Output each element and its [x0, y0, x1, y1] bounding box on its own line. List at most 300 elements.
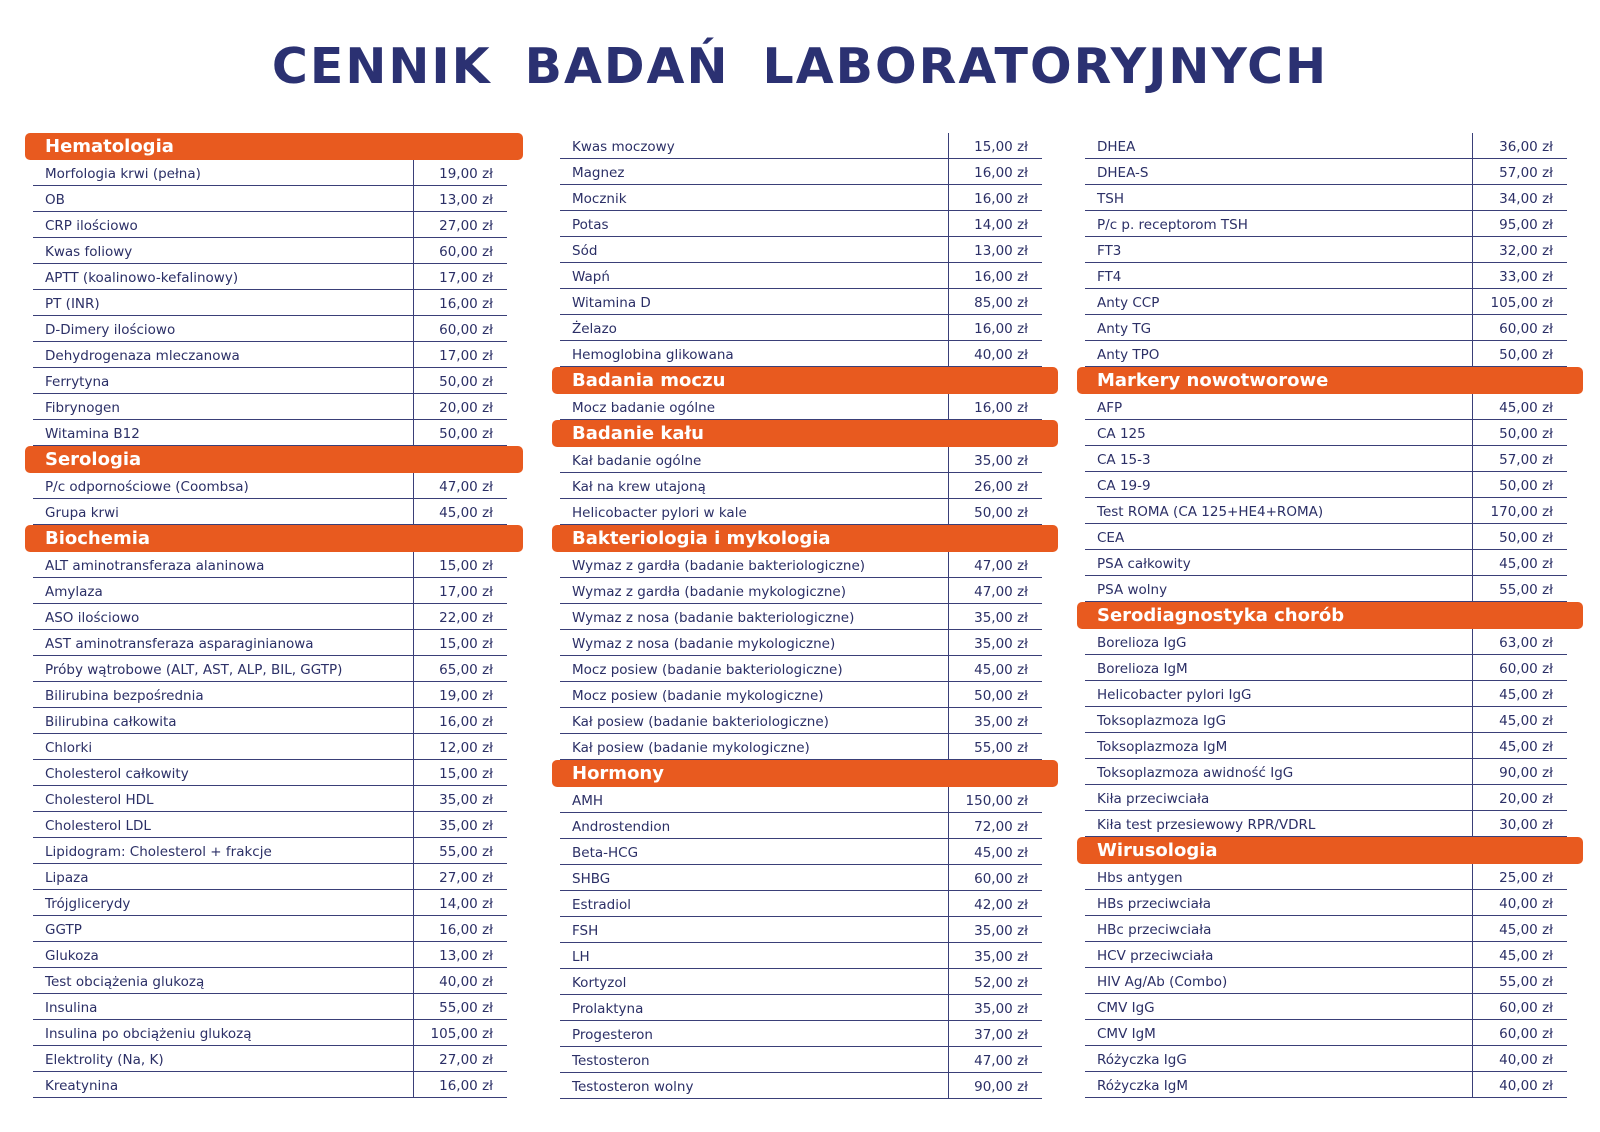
test-price: 50,00 zł	[1499, 478, 1553, 494]
test-price: 57,00 zł	[1499, 165, 1553, 181]
test-price: 55,00 zł	[974, 740, 1028, 756]
test-name: AST aminotransferaza asparaginianowa	[33, 630, 414, 655]
price-row	[1085, 890, 1567, 916]
test-price: 40,00 zł	[1499, 896, 1553, 912]
test-price: 37,00 zł	[974, 1027, 1028, 1043]
price-row	[1085, 263, 1567, 289]
section-header: Badanie kału	[552, 420, 1058, 447]
test-name: Cholesterol całkowity	[33, 760, 414, 785]
test-name: Anty CCP	[1085, 289, 1473, 314]
test-name: Elektrolity (Na, K)	[33, 1046, 414, 1071]
test-price: 45,00 zł	[1499, 687, 1553, 703]
price-row	[1085, 942, 1567, 968]
price-row	[560, 839, 1042, 865]
test-name: Różyczka IgG	[1085, 1046, 1473, 1071]
test-name: APTT (koalinowo-kefalinowy)	[33, 264, 414, 289]
test-name: Wymaz z nosa (badanie bakteriologiczne)	[560, 604, 949, 629]
test-name: Toksoplazmoza awidność IgG	[1085, 759, 1473, 784]
price-row	[1085, 759, 1567, 785]
test-name: Mocznik	[560, 185, 949, 210]
price-row	[33, 864, 507, 890]
test-name: Kał posiew (badanie bakteriologiczne)	[560, 708, 949, 733]
test-name: FT4	[1085, 263, 1473, 288]
section-header: Wirusologia	[1077, 837, 1583, 864]
price-row	[33, 160, 507, 186]
test-name: Amylaza	[33, 578, 414, 603]
test-price: 45,00 zł	[1499, 556, 1553, 572]
price-row	[33, 316, 507, 342]
price-row	[33, 264, 507, 290]
price-row	[1085, 133, 1567, 159]
price-row	[560, 1021, 1042, 1047]
test-name: Anty TG	[1085, 315, 1473, 340]
price-row	[1085, 864, 1567, 890]
price-row	[1085, 681, 1567, 707]
price-row	[1085, 420, 1567, 446]
test-price: 72,00 zł	[974, 819, 1028, 835]
price-row	[560, 604, 1042, 630]
price-row	[1085, 968, 1567, 994]
price-row	[33, 186, 507, 212]
price-row	[1085, 707, 1567, 733]
test-price: 57,00 zł	[1499, 452, 1553, 468]
test-name: Insulina po obciążeniu glukozą	[33, 1020, 414, 1045]
price-row	[560, 185, 1042, 211]
price-row	[560, 1073, 1042, 1099]
test-price: 27,00 zł	[439, 218, 493, 234]
test-name: Mocz posiew (badanie mykologiczne)	[560, 682, 949, 707]
page-title: CENNIK BADAŃ LABORATORYJNYCH	[271, 38, 1329, 95]
price-row	[560, 341, 1042, 367]
test-name: Potas	[560, 211, 949, 236]
test-price: 20,00 zł	[439, 400, 493, 416]
price-row	[560, 237, 1042, 263]
test-price: 42,00 zł	[974, 897, 1028, 913]
test-price: 16,00 zł	[439, 714, 493, 730]
test-name: CRP ilościowo	[33, 212, 414, 237]
test-price: 45,00 zł	[1499, 713, 1553, 729]
test-name: Mocz badanie ogólne	[560, 394, 949, 419]
test-price: 32,00 zł	[1499, 243, 1553, 259]
test-name: CEA	[1085, 524, 1473, 549]
test-price: 13,00 zł	[974, 243, 1028, 259]
test-name: Kwas moczowy	[560, 133, 949, 158]
test-price: 35,00 zł	[439, 818, 493, 834]
test-price: 35,00 zł	[974, 714, 1028, 730]
section-header: Badania moczu	[552, 367, 1058, 394]
test-price: 90,00 zł	[1499, 765, 1553, 781]
test-name: Hbs antygen	[1085, 864, 1473, 889]
test-name: CMV IgM	[1085, 1020, 1473, 1045]
test-price: 50,00 zł	[1499, 426, 1553, 442]
test-name: Mocz posiew (badanie bakteriologiczne)	[560, 656, 949, 681]
test-price: 13,00 zł	[439, 192, 493, 208]
test-price: 55,00 zł	[1499, 974, 1553, 990]
price-row	[33, 473, 507, 499]
test-price: 15,00 zł	[439, 636, 493, 652]
test-name: Dehydrogenaza mleczanowa	[33, 342, 414, 367]
test-name: AFP	[1085, 394, 1473, 419]
price-row	[1085, 341, 1567, 367]
price-row	[33, 682, 507, 708]
test-name: Bilirubina całkowita	[33, 708, 414, 733]
test-price: 16,00 zł	[974, 321, 1028, 337]
test-price: 17,00 zł	[439, 348, 493, 364]
test-name: CMV IgG	[1085, 994, 1473, 1019]
test-name: HIV Ag/Ab (Combo)	[1085, 968, 1473, 993]
test-price: 40,00 zł	[1499, 1052, 1553, 1068]
price-row	[1085, 576, 1567, 602]
test-price: 40,00 zł	[439, 974, 493, 990]
price-row	[1085, 550, 1567, 576]
test-price: 17,00 zł	[439, 270, 493, 286]
test-price: 45,00 zł	[974, 845, 1028, 861]
test-price: 17,00 zł	[439, 584, 493, 600]
test-price: 45,00 zł	[439, 505, 493, 521]
test-name: Trójglicerydy	[33, 890, 414, 915]
test-name: Kał posiew (badanie mykologiczne)	[560, 734, 949, 759]
test-price: 12,00 zł	[439, 740, 493, 756]
test-name: Morfologia krwi (pełna)	[33, 160, 414, 185]
test-name: Glukoza	[33, 942, 414, 967]
test-name: Androstendion	[560, 813, 949, 838]
price-column-2	[552, 133, 1058, 1099]
test-price: 16,00 zł	[974, 165, 1028, 181]
price-row	[33, 552, 507, 578]
test-price: 15,00 zł	[974, 139, 1028, 155]
test-name: Magnez	[560, 159, 949, 184]
test-name: Wymaz z gardła (badanie mykologiczne)	[560, 578, 949, 603]
price-row	[560, 656, 1042, 682]
test-name: Ferrytyna	[33, 368, 414, 393]
test-name: LH	[560, 943, 949, 968]
test-price: 22,00 zł	[439, 610, 493, 626]
test-name: Insulina	[33, 994, 414, 1019]
price-row	[1085, 159, 1567, 185]
price-row	[1085, 289, 1567, 315]
price-row	[33, 838, 507, 864]
price-row	[33, 420, 507, 446]
test-name: Helicobacter pylori IgG	[1085, 681, 1473, 706]
test-name: Cholesterol LDL	[33, 812, 414, 837]
test-price: 36,00 zł	[1499, 139, 1553, 155]
price-row	[1085, 994, 1567, 1020]
price-row	[33, 368, 507, 394]
test-price: 35,00 zł	[974, 949, 1028, 965]
test-price: 65,00 zł	[439, 662, 493, 678]
test-price: 33,00 zł	[1499, 269, 1553, 285]
price-row	[560, 315, 1042, 341]
price-row	[33, 968, 507, 994]
price-row	[560, 787, 1042, 813]
test-price: 14,00 zł	[974, 217, 1028, 233]
section-header: Biochemia	[25, 525, 523, 552]
price-row	[560, 552, 1042, 578]
price-row	[1085, 498, 1567, 524]
section-header: Serologia	[25, 446, 523, 473]
test-price: 60,00 zł	[1499, 321, 1553, 337]
test-name: Sód	[560, 237, 949, 262]
price-row	[560, 394, 1042, 420]
price-row	[560, 159, 1042, 185]
price-row	[33, 499, 507, 525]
price-row	[560, 995, 1042, 1021]
test-price: 60,00 zł	[974, 871, 1028, 887]
test-name: PSA całkowity	[1085, 550, 1473, 575]
price-row	[33, 342, 507, 368]
price-row	[560, 813, 1042, 839]
price-row	[33, 916, 507, 942]
test-price: 34,00 zł	[1499, 191, 1553, 207]
test-name: PSA wolny	[1085, 576, 1473, 601]
test-name: Wapń	[560, 263, 949, 288]
test-price: 26,00 zł	[974, 479, 1028, 495]
price-row	[33, 1046, 507, 1072]
test-name: Witamina B12	[33, 420, 414, 445]
test-price: 16,00 zł	[974, 400, 1028, 416]
price-row	[1085, 733, 1567, 759]
price-row	[560, 682, 1042, 708]
test-price: 35,00 zł	[974, 1001, 1028, 1017]
test-price: 150,00 zł	[965, 793, 1028, 809]
test-name: Anty TPO	[1085, 341, 1473, 366]
price-row	[560, 473, 1042, 499]
price-row	[560, 499, 1042, 525]
price-row	[1085, 655, 1567, 681]
price-row	[1085, 1046, 1567, 1072]
test-name: CA 15-3	[1085, 446, 1473, 471]
test-price: 35,00 zł	[974, 453, 1028, 469]
test-name: D-Dimery ilościowo	[33, 316, 414, 341]
price-row	[33, 760, 507, 786]
test-price: 20,00 zł	[1499, 791, 1553, 807]
test-price: 47,00 zł	[974, 1053, 1028, 1069]
test-name: Beta-HCG	[560, 839, 949, 864]
test-name: Borelioza IgM	[1085, 655, 1473, 680]
test-name: HBs przeciwciała	[1085, 890, 1473, 915]
test-name: Lipidogram: Cholesterol + frakcje	[33, 838, 414, 863]
test-price: 45,00 zł	[1499, 739, 1553, 755]
test-price: 47,00 zł	[974, 558, 1028, 574]
test-name: P/c p. receptorom TSH	[1085, 211, 1473, 236]
test-name: Bilirubina bezpośrednia	[33, 682, 414, 707]
test-price: 50,00 zł	[974, 505, 1028, 521]
test-price: 170,00 zł	[1490, 504, 1553, 520]
test-price: 13,00 zł	[439, 948, 493, 964]
test-name: CA 125	[1085, 420, 1473, 445]
test-name: FT3	[1085, 237, 1473, 262]
test-price: 45,00 zł	[1499, 922, 1553, 938]
price-row	[1085, 916, 1567, 942]
test-name: Kał badanie ogólne	[560, 447, 949, 472]
test-price: 85,00 zł	[974, 295, 1028, 311]
section-header: Markery nowotworowe	[1077, 367, 1583, 394]
price-row	[560, 263, 1042, 289]
test-name: Wymaz z nosa (badanie mykologiczne)	[560, 630, 949, 655]
test-price: 19,00 zł	[439, 688, 493, 704]
price-row	[1085, 394, 1567, 420]
test-name: DHEA-S	[1085, 159, 1473, 184]
section-header: Hematologia	[25, 133, 523, 160]
test-price: 30,00 zł	[1499, 817, 1553, 833]
price-row	[560, 133, 1042, 159]
test-price: 40,00 zł	[974, 347, 1028, 363]
test-name: Różyczka IgM	[1085, 1072, 1473, 1097]
test-name: Test ROMA (CA 125+HE4+ROMA)	[1085, 498, 1473, 523]
test-price: 105,00 zł	[1490, 295, 1553, 311]
test-price: 35,00 zł	[974, 636, 1028, 652]
test-name: Testosteron wolny	[560, 1073, 949, 1098]
test-name: Toksoplazmoza IgM	[1085, 733, 1473, 758]
price-row	[1085, 185, 1567, 211]
price-row	[560, 969, 1042, 995]
price-row	[1085, 524, 1567, 550]
price-column-1	[25, 133, 523, 1098]
test-price: 60,00 zł	[439, 244, 493, 260]
test-name: Kortyzol	[560, 969, 949, 994]
test-name: Witamina D	[560, 289, 949, 314]
section-header: Bakteriologia i mykologia	[552, 525, 1058, 552]
test-price: 55,00 zł	[1499, 582, 1553, 598]
test-name: P/c odpornościowe (Coombsa)	[33, 473, 414, 498]
test-price: 60,00 zł	[1499, 1000, 1553, 1016]
price-row	[33, 656, 507, 682]
test-price: 27,00 zł	[439, 870, 493, 886]
price-row	[33, 812, 507, 838]
test-name: Lipaza	[33, 864, 414, 889]
price-row	[560, 447, 1042, 473]
test-price: 45,00 zł	[1499, 948, 1553, 964]
test-price: 45,00 zł	[974, 662, 1028, 678]
test-price: 16,00 zł	[439, 1078, 493, 1094]
test-price: 16,00 zł	[439, 922, 493, 938]
test-name: AMH	[560, 787, 949, 812]
price-row	[33, 708, 507, 734]
test-price: 105,00 zł	[430, 1026, 493, 1042]
test-name: Prolaktyna	[560, 995, 949, 1020]
price-row	[1085, 446, 1567, 472]
test-name: Kiła test przesiewowy RPR/VDRL	[1085, 811, 1473, 836]
test-name: Progesteron	[560, 1021, 949, 1046]
test-name: Kiła przeciwciała	[1085, 785, 1473, 810]
price-column-3	[1077, 133, 1583, 1098]
price-row	[560, 630, 1042, 656]
test-name: OB	[33, 186, 414, 211]
test-price: 16,00 zł	[439, 296, 493, 312]
price-row	[1085, 785, 1567, 811]
price-row	[560, 1047, 1042, 1073]
test-name: Borelioza IgG	[1085, 629, 1473, 654]
test-name: CA 19-9	[1085, 472, 1473, 497]
test-price: 15,00 zł	[439, 766, 493, 782]
test-price: 50,00 zł	[439, 426, 493, 442]
test-name: Kał na krew utajoną	[560, 473, 949, 498]
test-name: Hemoglobina glikowana	[560, 341, 949, 366]
price-row	[33, 994, 507, 1020]
test-name: GGTP	[33, 916, 414, 941]
price-row	[560, 708, 1042, 734]
test-price: 52,00 zł	[974, 975, 1028, 991]
test-name: Chlorki	[33, 734, 414, 759]
test-price: 35,00 zł	[974, 610, 1028, 626]
test-name: FSH	[560, 917, 949, 942]
price-row	[1085, 629, 1567, 655]
price-row	[33, 734, 507, 760]
test-name: PT (INR)	[33, 290, 414, 315]
test-name: Grupa krwi	[33, 499, 414, 524]
price-row	[33, 1020, 507, 1046]
price-row	[33, 1072, 507, 1098]
price-row	[33, 942, 507, 968]
test-name: SHBG	[560, 865, 949, 890]
test-name: Kreatynina	[33, 1072, 414, 1097]
test-name: Testosteron	[560, 1047, 949, 1072]
price-row	[33, 890, 507, 916]
test-price: 47,00 zł	[974, 584, 1028, 600]
test-price: 15,00 zł	[439, 558, 493, 574]
price-row	[1085, 1020, 1567, 1046]
price-row	[33, 394, 507, 420]
test-price: 60,00 zł	[1499, 1026, 1553, 1042]
price-row	[560, 578, 1042, 604]
price-row	[33, 238, 507, 264]
test-price: 60,00 zł	[439, 322, 493, 338]
test-price: 47,00 zł	[439, 479, 493, 495]
test-price: 14,00 zł	[439, 896, 493, 912]
test-name: Estradiol	[560, 891, 949, 916]
section-header: Hormony	[552, 760, 1058, 787]
price-row	[33, 786, 507, 812]
test-name: Próby wątrobowe (ALT, AST, ALP, BIL, GGTP)	[33, 656, 414, 681]
price-row	[1085, 472, 1567, 498]
test-price: 50,00 zł	[1499, 530, 1553, 546]
price-row	[33, 578, 507, 604]
test-price: 55,00 zł	[439, 844, 493, 860]
test-name: DHEA	[1085, 133, 1473, 158]
test-price: 40,00 zł	[1499, 1078, 1553, 1094]
test-price: 35,00 zł	[974, 923, 1028, 939]
test-price: 50,00 zł	[974, 688, 1028, 704]
price-row	[33, 604, 507, 630]
price-row	[1085, 811, 1567, 837]
test-price: 25,00 zł	[1499, 870, 1553, 886]
price-row	[560, 289, 1042, 315]
price-row	[560, 917, 1042, 943]
price-row	[560, 891, 1042, 917]
section-header: Serodiagnostyka chorób	[1077, 602, 1583, 629]
test-name: Fibrynogen	[33, 394, 414, 419]
price-row	[560, 865, 1042, 891]
test-price: 63,00 zł	[1499, 635, 1553, 651]
test-name: HBc przeciwciała	[1085, 916, 1473, 941]
test-name: Kwas foliowy	[33, 238, 414, 263]
test-price: 16,00 zł	[974, 191, 1028, 207]
test-price: 55,00 zł	[439, 1000, 493, 1016]
price-row	[1085, 237, 1567, 263]
test-name: ASO ilościowo	[33, 604, 414, 629]
price-row	[1085, 1072, 1567, 1098]
price-row	[560, 734, 1042, 760]
test-name: Toksoplazmoza IgG	[1085, 707, 1473, 732]
test-name: Helicobacter pylori w kale	[560, 499, 949, 524]
price-row	[33, 290, 507, 316]
price-row	[33, 630, 507, 656]
test-name: Cholesterol HDL	[33, 786, 414, 811]
test-price: 50,00 zł	[1499, 347, 1553, 363]
test-price: 95,00 zł	[1499, 217, 1553, 233]
test-price: 19,00 zł	[439, 166, 493, 182]
test-price: 35,00 zł	[439, 792, 493, 808]
